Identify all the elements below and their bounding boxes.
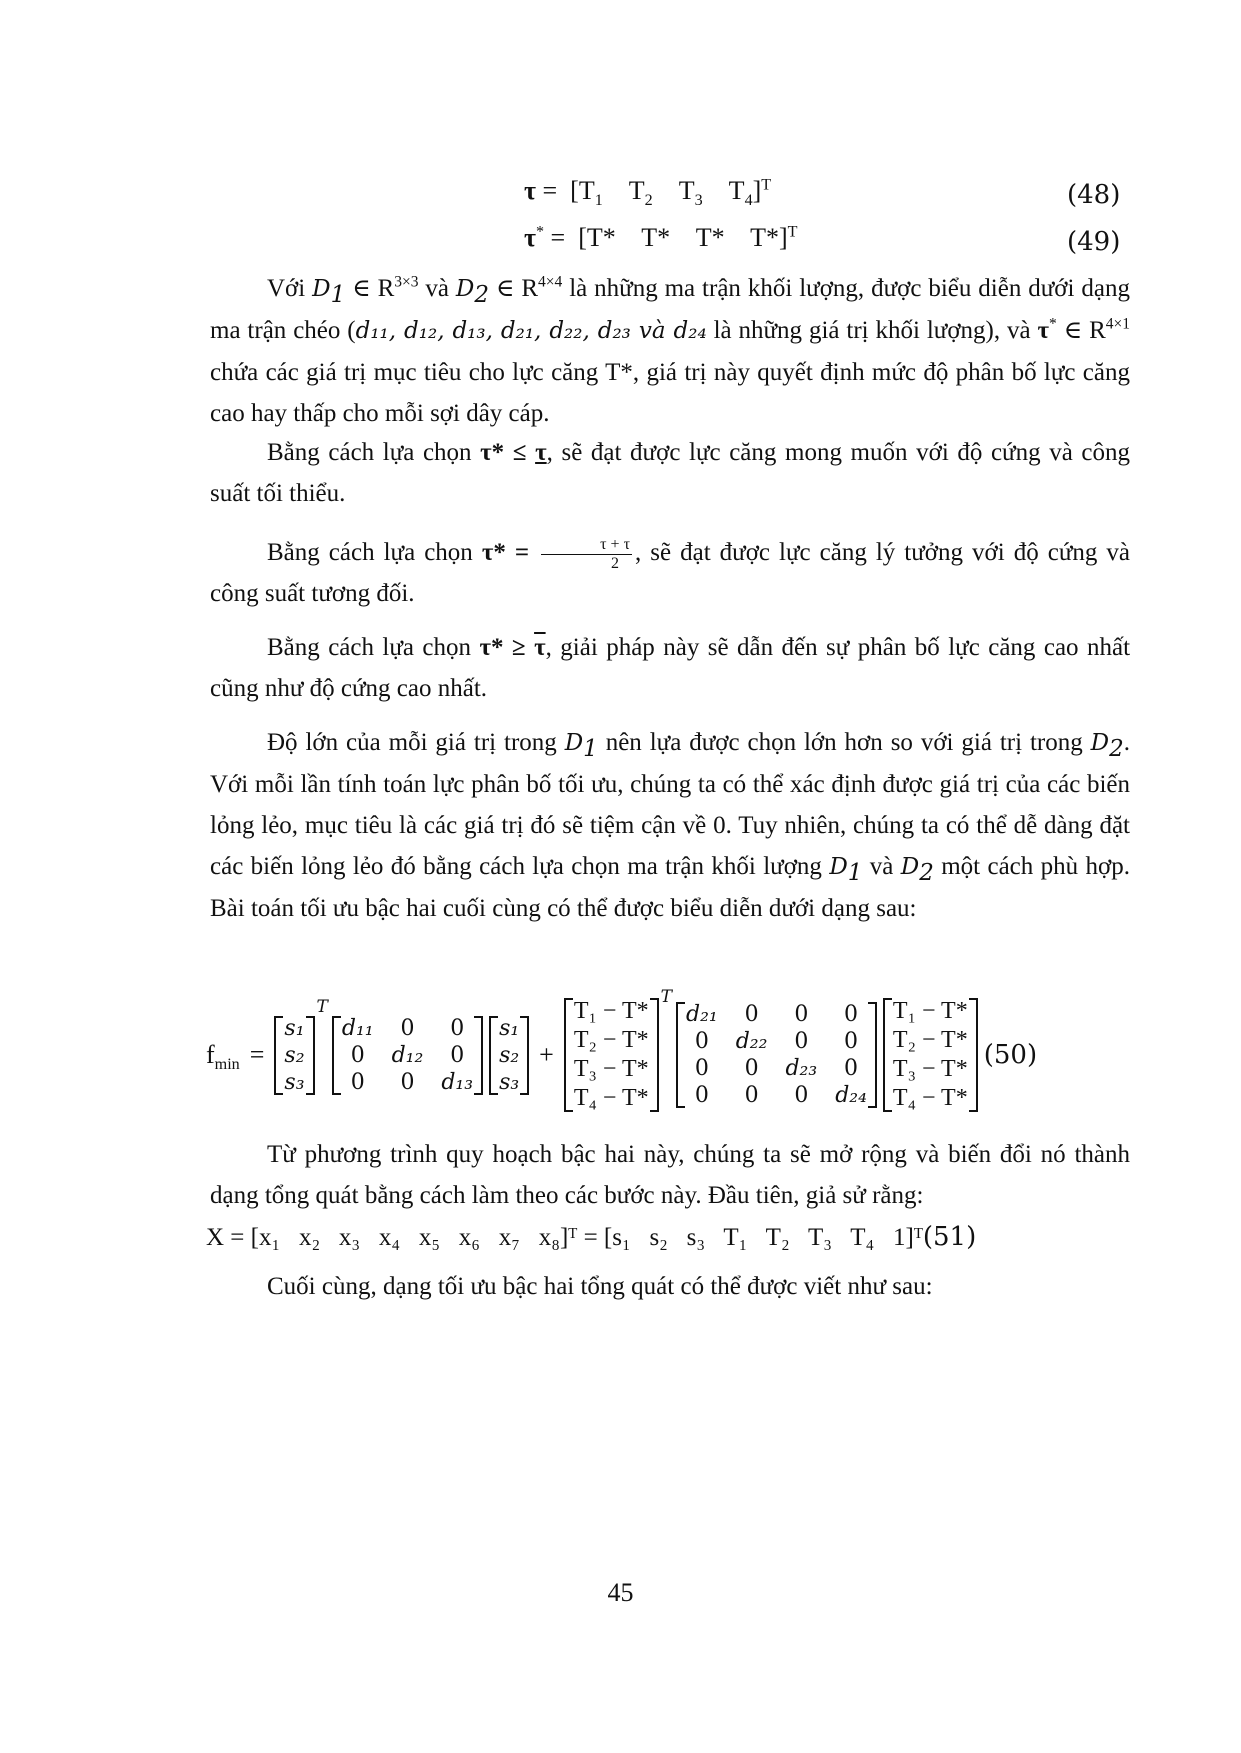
dim-4x4: 4×4 xyxy=(538,273,563,291)
matrix-cell: T₁ − T* xyxy=(573,998,649,1024)
paragraph-slack-variables: Độ lớn của mỗi giá trị trong $D_1$ nên lựa được chọn lớn hơn so với giá trị trong $D_2$. Với mỗi lần tính toán lực phân bố tối ưu, chúng ta có thể xác định được giá trị của các biến lỏng lẻo, mục tiêu là các giá trị đó sẽ tiệm cận về 0. Tuy nhiên, chúng ta có thể dễ dàng đặt các biến lỏng lẻo đó bằng cách lựa chọn ma trận khối lượng $D_1$ và $D_2$ một cách phù hợp. Bài toán tối ưu bậc hai cuối cùng có thể được biểu diễn dưới dạng sau: xyxy=(210,729,1130,922)
equation-number-51: (51) xyxy=(922,1222,977,1252)
fraction xyxy=(541,536,632,573)
tension-diff-vector xyxy=(883,998,978,1112)
matrix-cell: 0 xyxy=(744,1083,759,1108)
paragraph-general-form xyxy=(210,1134,1130,1216)
text-span: nên lựa được chọn lớn hơn so với giá trị trong xyxy=(597,729,1091,756)
page-number: 45 xyxy=(607,1578,634,1607)
eq49-star: * xyxy=(535,223,545,241)
math-D2: D xyxy=(900,854,920,880)
matrix-cell: s₁ xyxy=(499,1015,520,1041)
math-tau-upper: $\overline{\tau}$ xyxy=(534,634,546,661)
text-span: Từ phương trình quy hoạch bậc hai này, chúng ta sẽ mở rộng và biến đổi nó thành dạng tổng quát bằng cách làm theo các bước này. Đầu tiên, giả sử rằng: xyxy=(210,1141,1130,1209)
equals-sign: = xyxy=(249,1040,265,1069)
matrix-cell: d₁₂ xyxy=(391,1042,424,1068)
transpose-mark: T xyxy=(660,987,672,1007)
matrix-cell: T₃ − T* xyxy=(573,1056,649,1082)
text-span: ∈ R xyxy=(1056,317,1106,344)
matrix-cell: T₄ − T* xyxy=(573,1085,649,1111)
math-d-values: d₁₁, d₁₂, d₁₃, d₂₁, d₂₂, d₂₃ và d₂₄ xyxy=(355,318,707,344)
text-span: và xyxy=(862,853,901,880)
matrix-cell: 0 xyxy=(400,1015,415,1041)
matrix-cell: T₂ − T* xyxy=(892,1027,968,1053)
text-span: . Với mỗi lần tính toán lực phân bố tối ưu, chúng ta có thể xác định được giá trị của các biến lỏng lẻo, mục tiêu là các giá trị đó sẽ tiệm cận về 0. Tuy nhiên, chúng ta có thể dễ dàng đặt các biến lỏng lẻo đó bằng cách lựa chọn ma trận khối lượng xyxy=(210,729,1130,880)
matrix-cell: 0 xyxy=(744,1056,759,1081)
eq48-sub-2: 2 xyxy=(644,192,653,210)
matrix-cell: T₃ − T* xyxy=(892,1056,968,1082)
matrix-cell: d₂₂ xyxy=(735,1029,768,1054)
eq49-rhs: [T* T* T* T*] xyxy=(578,223,788,252)
matrix-cell: 0 xyxy=(794,1029,809,1054)
min-subscript: min xyxy=(214,1056,240,1074)
math-inequality: τ* ≥ xyxy=(479,634,535,661)
eq48-sub-3: 3 xyxy=(694,192,703,210)
text-span: Bằng cách lựa chọn xyxy=(267,634,480,661)
text-span: Bằng cách lựa chọn xyxy=(267,439,481,466)
eq48-bracket-open: [T xyxy=(570,176,595,205)
matrix-cell: d₂₃ xyxy=(785,1056,818,1081)
equation-49: τ* = [T* T* T* T*]$^T$ xyxy=(524,223,798,252)
matrix-cell: 0 xyxy=(400,1069,415,1095)
equation-number-50: (50) xyxy=(983,1040,1038,1070)
plus-sign: + xyxy=(539,1040,554,1069)
text-span: Cuối cùng, dạng tối ưu bậc hai tổng quát có thể được viết như sau: xyxy=(267,1273,933,1300)
matrix-cell: 0 xyxy=(844,1056,859,1081)
matrix-cell: T₂ − T* xyxy=(573,1027,649,1053)
paragraph-mass-matrices: Với $D_1$ ∈ $R^{3\times 3}$ và $D_2$ ∈ $R^{4\times 4}$ là những ma trận khối lượng, được biểu diễn dưới dạng ma trận chéo (d₁₁, d₁₂, d₁₃, d₂₁, d₂₂, d₂₃ và d₂₄ là những giá trị khối lượng), và τ* ∈ $R^{4\times 1}$ chứa các giá trị mục tiêu cho lực căng T*, giá trị này quyết định mức độ phân bố lực căng cao hay thấp cho mỗi sợi dây cáp. xyxy=(210,273,1130,427)
f-symbol: f xyxy=(206,1040,215,1069)
text-span: là những ma trận khối lượng, được biểu diễn dưới dạng ma trận chéo ( xyxy=(210,275,1130,344)
equation-50 xyxy=(206,980,1196,1130)
math-inequality: τ* ≤ xyxy=(480,439,536,466)
equation-number-49: (49) xyxy=(1067,227,1121,257)
dim-4x1: 4×1 xyxy=(1105,315,1130,333)
matrix-cell: 0 xyxy=(694,1029,709,1054)
tau-star-symbol: τ xyxy=(524,223,536,252)
matrix-cell: 0 xyxy=(844,1029,859,1054)
s-vector-transposed xyxy=(274,1016,314,1095)
matrix-cell: 0 xyxy=(844,1002,859,1027)
transpose-mark: T xyxy=(316,997,328,1017)
paragraph-min-tension xyxy=(210,432,1130,514)
eq48-sub-4: 4 xyxy=(744,192,753,210)
equation-number-48: (48) xyxy=(1067,180,1121,210)
text-span: ∈ R xyxy=(345,275,395,302)
fraction-numerator: τ + τ xyxy=(541,536,632,555)
matrix-cell: d₂₄ xyxy=(835,1083,867,1108)
matrix-cell: 0 xyxy=(794,1002,809,1027)
dim-3x3: 3×3 xyxy=(394,273,419,291)
equation-51 xyxy=(206,1222,976,1252)
math-D2: D xyxy=(1090,730,1110,756)
matrix-cell: T₁ − T* xyxy=(892,998,968,1024)
matrix-D1 xyxy=(332,1016,483,1095)
tau-symbol: τ xyxy=(524,176,536,205)
matrix-cell: 0 xyxy=(744,1002,759,1027)
text-span: Bằng cách lựa chọn xyxy=(267,539,482,566)
text-span: một cách phù hợp. Bài toán tối ưu bậc hai cuối cùng có thể được biểu diễn dưới dạng sau: xyxy=(210,853,1130,922)
matrix-cell: 0 xyxy=(694,1083,709,1108)
text-span: Độ lớn của mỗi giá trị trong xyxy=(267,729,565,756)
eq48-transpose: T xyxy=(761,176,772,194)
paragraph-max-tension xyxy=(210,627,1130,709)
math-D1: D xyxy=(312,276,331,302)
paragraph-ideal-tension xyxy=(210,532,1130,614)
math-D2: D xyxy=(455,276,475,302)
matrix-cell: 0 xyxy=(350,1069,365,1095)
paragraph-final-form xyxy=(210,1266,1130,1307)
math-D1: D xyxy=(564,730,584,756)
equation-48: $\tau = [T_1$ $T_2$ $T_3$ $T_4]^T$ xyxy=(524,176,772,210)
eq49-transpose: T xyxy=(787,223,798,241)
matrix-cell: 0 xyxy=(694,1056,709,1081)
matrix-cell: 0 xyxy=(450,1015,465,1041)
matrix-cell: s₃ xyxy=(499,1069,520,1095)
text-span: ∈ R xyxy=(489,275,539,302)
text-span: , sẽ đạt được lực căng lý tưởng với độ cứng và công suất tương đối. xyxy=(210,539,1130,607)
matrix-cell: 0 xyxy=(350,1042,365,1068)
matrix-cell: s₂ xyxy=(284,1042,305,1068)
matrix-cell: 0 xyxy=(794,1083,809,1108)
tension-diff-transposed xyxy=(564,998,659,1112)
text-span: là những giá trị khối lượng), và xyxy=(706,317,1038,344)
math-tau-lower: τ xyxy=(535,439,547,466)
s-vector xyxy=(489,1016,529,1095)
math-equality: τ* = xyxy=(481,539,539,566)
matrix-cell: s₂ xyxy=(499,1042,520,1068)
matrix-cell: 0 xyxy=(450,1042,465,1068)
matrix-cell: s₁ xyxy=(284,1015,305,1041)
matrix-cell: T₄ − T* xyxy=(892,1085,968,1111)
matrix-cell: d₁₃ xyxy=(441,1069,474,1095)
text-span: Với xyxy=(267,275,313,302)
fraction-denominator: 2 xyxy=(611,554,620,572)
math-D1: D xyxy=(829,854,848,880)
text-span: , giải pháp này sẽ dẫn đến sự phân bố lực căng cao nhất cũng như độ cứng cao nhất. xyxy=(210,634,1131,702)
text-span: , sẽ đạt được lực căng mong muốn với độ cứng và công suất tối thiểu. xyxy=(210,439,1131,507)
eq48-sub-1: 1 xyxy=(594,192,603,210)
matrix-cell: d₁₁ xyxy=(341,1015,374,1041)
eq48-bracket-close: ] xyxy=(752,176,762,205)
text-span: và xyxy=(418,275,456,302)
f-min xyxy=(206,1040,240,1074)
matrix-cell: d₂₁ xyxy=(685,1002,718,1027)
matrix-D2 xyxy=(676,1002,877,1108)
eq51-content: X = [x₁ x₂ x₃ x₄ x₅ x₆ x₇ x₈]ᵀ = [s₁ s₂ s₃ T₁ T₂ T₃ T₄ 1]ᵀ xyxy=(206,1224,923,1251)
matrix-cell: s₃ xyxy=(284,1069,305,1095)
text-span: chứa các giá trị mục tiêu cho lực căng T*, giá trị này quyết định mức độ phân bố lực căng cao hay thấp cho mỗi sợi dây cáp. xyxy=(210,359,1130,427)
